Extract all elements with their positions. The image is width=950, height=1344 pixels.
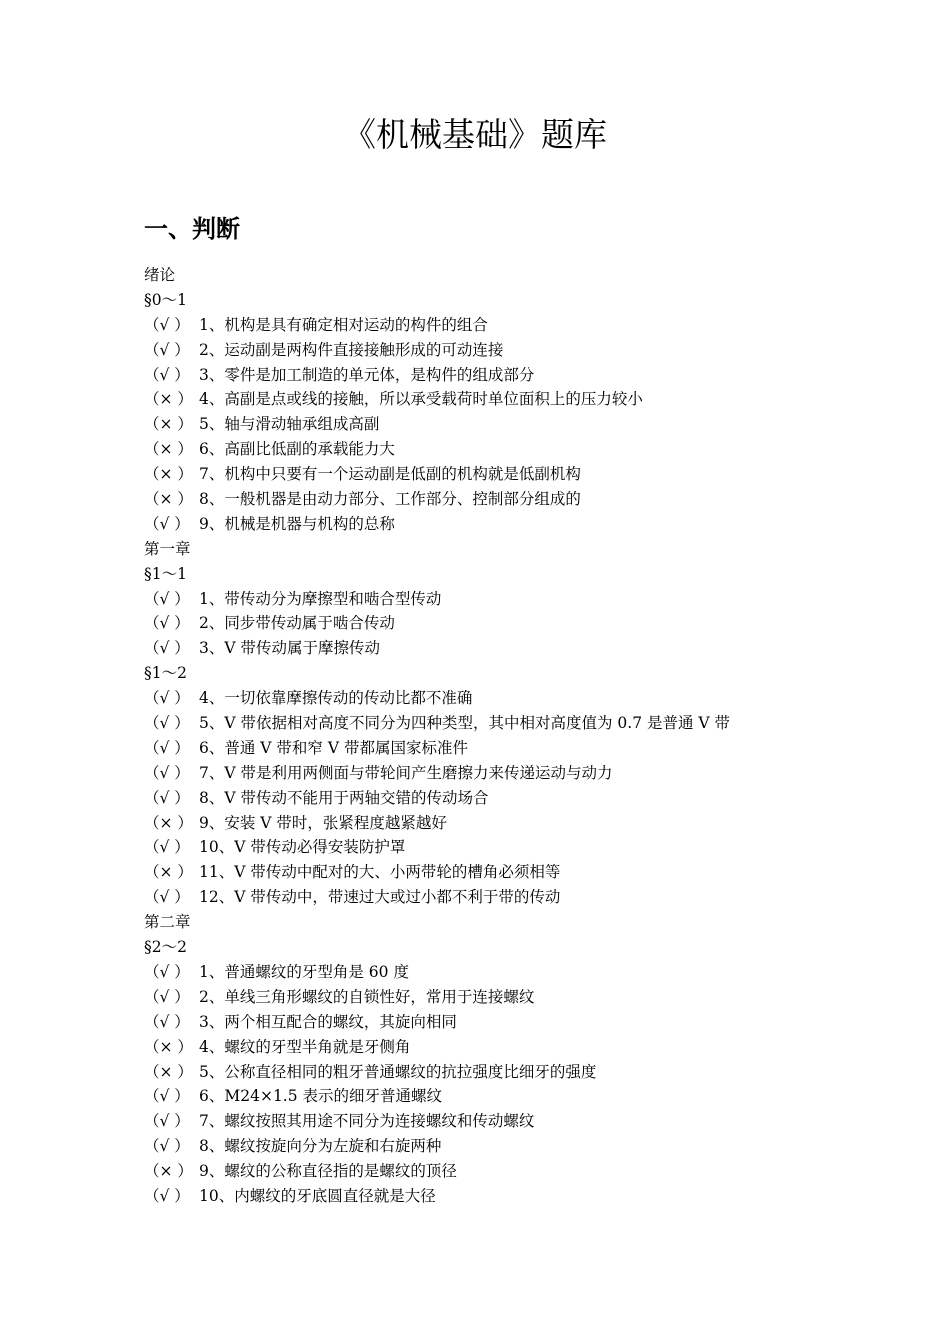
question-item <box>144 412 864 437</box>
answer-mark: （√ ） <box>144 365 190 384</box>
question-item <box>144 1084 864 1109</box>
chapter-heading: §2～2 <box>144 938 187 957</box>
answer-mark: （× ） <box>144 1062 193 1081</box>
answer-mark: （√ ） <box>144 1137 190 1156</box>
question-item <box>144 960 864 985</box>
question-item <box>144 487 864 512</box>
answer-mark: （√ ） <box>144 987 190 1006</box>
question-text: 10、内螺纹的牙底圆直径就是大径 <box>199 1186 436 1205</box>
answer-mark: （√ ） <box>144 614 190 633</box>
document-title: 《机械基础》题库 <box>343 115 607 154</box>
chapter-heading: 第一章 <box>144 539 191 558</box>
question-item <box>144 512 864 537</box>
answer-mark: （√ ） <box>144 714 190 733</box>
answer-mark: （√ ） <box>144 639 190 658</box>
question-item <box>144 1010 864 1035</box>
answer-mark: （√ ） <box>144 1087 190 1106</box>
answer-mark: （× ） <box>144 390 193 409</box>
question-item <box>144 1159 864 1184</box>
answer-mark: （× ） <box>144 863 193 882</box>
question-text: 2、同步带传动属于啮合传动 <box>199 614 395 633</box>
question-text: 4、一切依靠摩擦传动的传动比都不准确 <box>199 689 473 708</box>
question-item <box>144 387 864 412</box>
question-item <box>144 711 864 736</box>
answer-mark: （√ ） <box>144 788 190 807</box>
question-list <box>144 263 864 1209</box>
question-text: 5、V 带依据相对高度不同分为四种类型，其中相对高度值为 0.7 是普通 V 带 <box>199 714 731 733</box>
question-item <box>144 1134 864 1159</box>
question-text: 9、螺纹的公称直径指的是螺纹的顶径 <box>199 1162 457 1181</box>
chapter-heading: §0～1 <box>144 290 187 309</box>
question-text: 2、运动副是两构件直接接触形成的可动连接 <box>199 340 504 359</box>
answer-mark: （√ ） <box>144 888 190 907</box>
question-text: 9、机械是机器与机构的总称 <box>199 514 395 533</box>
question-item <box>144 811 864 836</box>
question-item <box>144 860 864 885</box>
chapter-heading: 绪论 <box>144 266 176 284</box>
question-item <box>144 611 864 636</box>
answer-mark: （× ） <box>144 415 193 434</box>
question-item <box>144 437 864 462</box>
question-item <box>144 1109 864 1134</box>
question-item <box>144 885 864 910</box>
answer-mark: （√ ） <box>144 838 190 857</box>
question-text: 8、螺纹按旋向分为左旋和右旋两种 <box>199 1137 442 1156</box>
question-item <box>144 462 864 487</box>
answer-mark: （√ ） <box>144 589 190 608</box>
question-text: 8、一般机器是由动力部分、工作部分、控制部分组成的 <box>199 490 581 509</box>
question-text: 1、带传动分为摩擦型和啮合型传动 <box>199 589 442 608</box>
question-text: 1、普通螺纹的牙型角是 60 度 <box>199 962 409 981</box>
question-text: 5、公称直径相同的粗牙普通螺纹的抗拉强度比细牙的强度 <box>199 1062 597 1081</box>
answer-mark: （× ） <box>144 490 193 509</box>
chapter-heading: §1～1 <box>144 564 187 583</box>
answer-mark: （√ ） <box>144 1012 190 1031</box>
question-item <box>144 338 864 363</box>
answer-mark: （√ ） <box>144 514 190 533</box>
answer-mark: （√ ） <box>144 962 190 981</box>
question-text: 4、高副是点或线的接触，所以承受载荷时单位面积上的压力较小 <box>199 390 643 409</box>
answer-mark: （× ） <box>144 465 193 484</box>
answer-mark: （× ） <box>144 440 193 459</box>
question-text: 3、V 带传动属于摩擦传动 <box>199 639 380 658</box>
question-text: 12、V 带传动中，带速过大或过小都不利于带的传动 <box>199 888 561 907</box>
question-item <box>144 636 864 661</box>
question-text: 7、V 带是利用两侧面与带轮间产生磨擦力来传递运动与动力 <box>199 763 613 782</box>
question-item <box>144 786 864 811</box>
question-text: 3、零件是加工制造的单元体，是构件的组成部分 <box>199 365 535 384</box>
answer-mark: （× ） <box>144 813 193 832</box>
question-text: 3、两个相互配合的螺纹，其旋向相同 <box>199 1012 457 1031</box>
answer-mark: （√ ） <box>144 1186 190 1205</box>
answer-mark: （√ ） <box>144 340 190 359</box>
question-item <box>144 761 864 786</box>
question-item <box>144 686 864 711</box>
question-item <box>144 835 864 860</box>
question-item <box>144 313 864 338</box>
question-text: 4、螺纹的牙型半角就是牙侧角 <box>199 1037 411 1056</box>
answer-mark: （√ ） <box>144 689 190 708</box>
question-item <box>144 1060 864 1085</box>
answer-mark: （√ ） <box>144 738 190 757</box>
question-text: 9、安装 V 带时，张紧程度越紧越好 <box>199 813 447 832</box>
answer-mark: （× ） <box>144 1162 193 1181</box>
answer-mark: （√ ） <box>144 763 190 782</box>
question-text: 7、机构中只要有一个运动副是低副的机构就是低副机构 <box>199 465 581 484</box>
question-text: 7、螺纹按照其用途不同分为连接螺纹和传动螺纹 <box>199 1112 535 1131</box>
section-heading: 一、判断 <box>144 214 240 243</box>
question-text: 10、V 带传动必得安装防护罩 <box>199 838 406 857</box>
question-text: 6、高副比低副的承载能力大 <box>199 440 395 459</box>
question-text: 6、M24×1.5 表示的细牙普通螺纹 <box>199 1087 443 1106</box>
answer-mark: （√ ） <box>144 1112 190 1131</box>
question-item <box>144 736 864 761</box>
question-text: 6、普通 V 带和窄 V 带都属国家标准件 <box>199 738 468 757</box>
question-text: 8、V 带传动不能用于两轴交错的传动场合 <box>199 788 489 807</box>
question-text: 5、轴与滑动轴承组成高副 <box>199 415 380 434</box>
question-item <box>144 587 864 612</box>
answer-mark: （× ） <box>144 1037 193 1056</box>
chapter-heading: §1～2 <box>144 664 187 683</box>
question-text: 2、单线三角形螺纹的自锁性好，常用于连接螺纹 <box>199 987 535 1006</box>
question-text: 11、V 带传动中配对的大、小两带轮的槽角必须相等 <box>199 863 561 882</box>
question-item <box>144 985 864 1010</box>
question-item <box>144 1035 864 1060</box>
answer-mark: （√ ） <box>144 315 190 334</box>
chapter-heading: 第二章 <box>144 913 191 932</box>
question-text: 1、机构是具有确定相对运动的构件的组合 <box>199 315 488 334</box>
question-item <box>144 363 864 388</box>
question-item <box>144 1184 864 1209</box>
